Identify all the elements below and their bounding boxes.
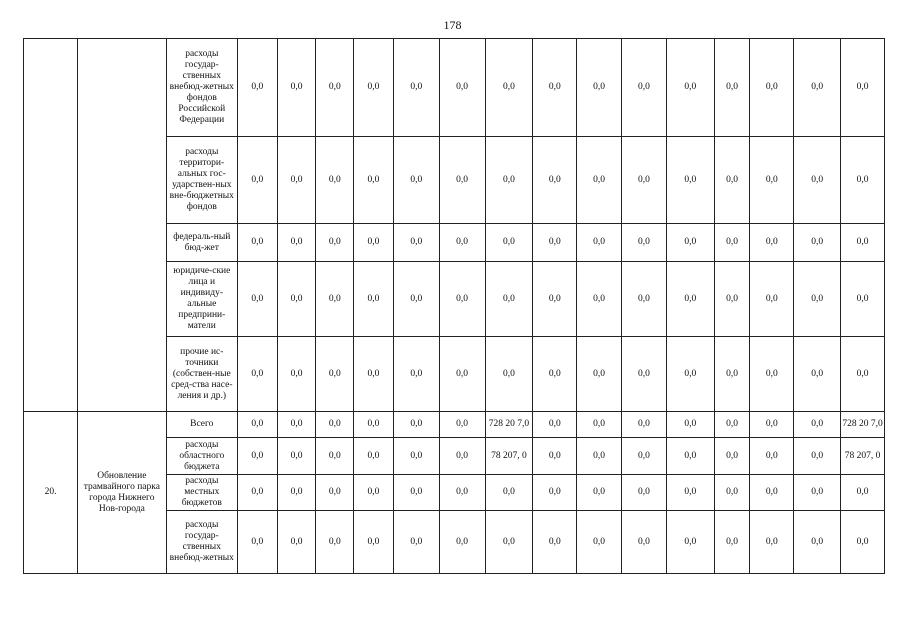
value-cell: 0,0 bbox=[393, 39, 439, 137]
value-cell: 0,0 bbox=[485, 262, 533, 337]
value-cell: 0,0 bbox=[354, 511, 394, 574]
value-cell: 0,0 bbox=[794, 438, 841, 475]
value-cell: 0,0 bbox=[714, 262, 750, 337]
value-cell: 0,0 bbox=[714, 224, 750, 262]
value-cell: 0,0 bbox=[393, 337, 439, 412]
value-cell: 0,0 bbox=[622, 224, 667, 262]
value-cell: 0,0 bbox=[841, 39, 885, 137]
value-cell: 0,0 bbox=[794, 262, 841, 337]
value-cell: 0,0 bbox=[714, 511, 750, 574]
table-row bbox=[24, 39, 885, 137]
value-cell: 0,0 bbox=[533, 412, 577, 438]
value-cell: 0,0 bbox=[316, 337, 354, 412]
value-cell: 0,0 bbox=[393, 262, 439, 337]
funding-source-cell: Всего bbox=[166, 412, 237, 438]
value-cell: 0,0 bbox=[316, 262, 354, 337]
value-cell: 0,0 bbox=[577, 475, 622, 511]
value-cell: 0,0 bbox=[577, 438, 622, 475]
value-cell: 0,0 bbox=[794, 475, 841, 511]
value-cell: 0,0 bbox=[237, 39, 277, 137]
value-cell: 0,0 bbox=[354, 262, 394, 337]
value-cell: 0,0 bbox=[666, 511, 714, 574]
value-cell: 0,0 bbox=[794, 137, 841, 224]
value-cell: 0,0 bbox=[439, 511, 485, 574]
row-number-cell: 20. bbox=[24, 412, 78, 574]
value-cell: 0,0 bbox=[841, 262, 885, 337]
budget-table bbox=[23, 38, 885, 574]
value-cell: 0,0 bbox=[794, 224, 841, 262]
value-cell: 0,0 bbox=[622, 337, 667, 412]
funding-source-cell: расходы государ-ственных внебюд-жетных фондов Российской Федерации bbox=[166, 39, 237, 137]
value-cell: 0,0 bbox=[439, 337, 485, 412]
value-cell: 0,0 bbox=[622, 475, 667, 511]
value-cell: 0,0 bbox=[354, 39, 394, 137]
value-cell: 0,0 bbox=[393, 475, 439, 511]
value-cell: 0,0 bbox=[393, 438, 439, 475]
value-cell: 0,0 bbox=[750, 39, 794, 137]
value-cell: 0,0 bbox=[237, 511, 277, 574]
value-cell: 0,0 bbox=[794, 412, 841, 438]
value-cell: 0,0 bbox=[439, 412, 485, 438]
value-cell: 0,0 bbox=[750, 412, 794, 438]
value-cell: 0,0 bbox=[439, 224, 485, 262]
value-cell: 0,0 bbox=[316, 438, 354, 475]
value-cell: 0,0 bbox=[439, 137, 485, 224]
value-cell: 0,0 bbox=[316, 137, 354, 224]
value-cell: 0,0 bbox=[277, 438, 316, 475]
value-cell: 0,0 bbox=[439, 475, 485, 511]
value-cell: 0,0 bbox=[750, 511, 794, 574]
value-cell: 0,0 bbox=[439, 39, 485, 137]
value-cell: 0,0 bbox=[354, 137, 394, 224]
value-cell: 0,0 bbox=[841, 511, 885, 574]
value-cell: 0,0 bbox=[666, 137, 714, 224]
measure-name-cell bbox=[78, 39, 167, 412]
value-cell: 0,0 bbox=[750, 438, 794, 475]
value-cell: 0,0 bbox=[277, 262, 316, 337]
funding-source-cell: федераль-ный бюд-жет bbox=[166, 224, 237, 262]
value-cell: 0,0 bbox=[841, 137, 885, 224]
value-cell: 0,0 bbox=[354, 224, 394, 262]
funding-source-cell: расходы местных бюджетов bbox=[166, 475, 237, 511]
value-cell: 0,0 bbox=[666, 224, 714, 262]
value-cell: 0,0 bbox=[577, 262, 622, 337]
value-cell: 0,0 bbox=[393, 137, 439, 224]
value-cell: 0,0 bbox=[393, 224, 439, 262]
value-cell: 0,0 bbox=[485, 475, 533, 511]
value-cell: 0,0 bbox=[237, 137, 277, 224]
value-cell: 728 20 7,0 bbox=[485, 412, 533, 438]
value-cell: 0,0 bbox=[316, 475, 354, 511]
value-cell: 0,0 bbox=[750, 475, 794, 511]
value-cell: 0,0 bbox=[316, 224, 354, 262]
value-cell: 0,0 bbox=[439, 438, 485, 475]
funding-source-cell: прочие ис-точники (собствен-ные сред-ства насе-ления и др.) bbox=[166, 337, 237, 412]
value-cell: 0,0 bbox=[622, 511, 667, 574]
value-cell: 0,0 bbox=[577, 137, 622, 224]
value-cell: 0,0 bbox=[237, 224, 277, 262]
value-cell: 0,0 bbox=[714, 137, 750, 224]
page-number: 178 bbox=[443, 18, 462, 32]
value-cell: 0,0 bbox=[841, 224, 885, 262]
funding-source-cell: юридиче-ские лица и индивиду-альные предприни-матели bbox=[166, 262, 237, 337]
table-row bbox=[24, 412, 885, 438]
value-cell: 0,0 bbox=[533, 224, 577, 262]
value-cell: 0,0 bbox=[316, 39, 354, 137]
value-cell: 0,0 bbox=[533, 39, 577, 137]
value-cell: 0,0 bbox=[714, 39, 750, 137]
value-cell: 0,0 bbox=[714, 337, 750, 412]
value-cell: 0,0 bbox=[533, 137, 577, 224]
value-cell: 0,0 bbox=[714, 412, 750, 438]
value-cell: 0,0 bbox=[485, 511, 533, 574]
value-cell: 0,0 bbox=[277, 224, 316, 262]
value-cell: 0,0 bbox=[577, 39, 622, 137]
value-cell: 0,0 bbox=[666, 412, 714, 438]
value-cell: 0,0 bbox=[666, 438, 714, 475]
value-cell: 78 207, 0 bbox=[841, 438, 885, 475]
funding-source-cell: расходы областного бюджета bbox=[166, 438, 237, 475]
value-cell: 0,0 bbox=[714, 438, 750, 475]
value-cell: 0,0 bbox=[794, 337, 841, 412]
value-cell: 0,0 bbox=[666, 39, 714, 137]
value-cell: 0,0 bbox=[750, 262, 794, 337]
value-cell: 0,0 bbox=[577, 224, 622, 262]
value-cell: 0,0 bbox=[393, 511, 439, 574]
funding-source-cell: расходы территори-альных гос-ударствен-ных вне-бюджетных фондов bbox=[166, 137, 237, 224]
value-cell: 0,0 bbox=[841, 337, 885, 412]
value-cell: 0,0 bbox=[622, 412, 667, 438]
value-cell: 0,0 bbox=[354, 475, 394, 511]
value-cell: 0,0 bbox=[439, 262, 485, 337]
value-cell: 0,0 bbox=[666, 475, 714, 511]
value-cell: 0,0 bbox=[750, 337, 794, 412]
value-cell: 0,0 bbox=[714, 475, 750, 511]
value-cell: 0,0 bbox=[485, 137, 533, 224]
measure-name-cell: Обновление трамвайного парка города Нижнего Нов-города bbox=[78, 412, 167, 574]
value-cell: 0,0 bbox=[354, 412, 394, 438]
value-cell: 0,0 bbox=[577, 511, 622, 574]
value-cell: 0,0 bbox=[622, 438, 667, 475]
funding-source-cell: расходы государ-ственных внебюд-жетных bbox=[166, 511, 237, 574]
value-cell: 0,0 bbox=[750, 137, 794, 224]
value-cell: 0,0 bbox=[577, 337, 622, 412]
value-cell: 0,0 bbox=[316, 511, 354, 574]
row-number-cell bbox=[24, 39, 78, 412]
value-cell: 0,0 bbox=[277, 475, 316, 511]
value-cell: 0,0 bbox=[622, 262, 667, 337]
value-cell: 0,0 bbox=[485, 337, 533, 412]
value-cell: 0,0 bbox=[533, 438, 577, 475]
value-cell: 0,0 bbox=[533, 337, 577, 412]
value-cell: 0,0 bbox=[666, 337, 714, 412]
value-cell: 0,0 bbox=[277, 137, 316, 224]
value-cell: 0,0 bbox=[237, 438, 277, 475]
value-cell: 0,0 bbox=[794, 39, 841, 137]
value-cell: 728 20 7,0 bbox=[841, 412, 885, 438]
value-cell: 0,0 bbox=[577, 412, 622, 438]
value-cell: 0,0 bbox=[485, 39, 533, 137]
value-cell: 0,0 bbox=[277, 337, 316, 412]
value-cell: 0,0 bbox=[277, 511, 316, 574]
value-cell: 0,0 bbox=[485, 224, 533, 262]
value-cell: 0,0 bbox=[533, 262, 577, 337]
value-cell: 0,0 bbox=[237, 262, 277, 337]
value-cell: 0,0 bbox=[794, 511, 841, 574]
value-cell: 0,0 bbox=[533, 511, 577, 574]
value-cell: 0,0 bbox=[237, 475, 277, 511]
value-cell: 0,0 bbox=[841, 475, 885, 511]
value-cell: 0,0 bbox=[237, 412, 277, 438]
value-cell: 78 207, 0 bbox=[485, 438, 533, 475]
value-cell: 0,0 bbox=[354, 337, 394, 412]
value-cell: 0,0 bbox=[622, 137, 667, 224]
value-cell: 0,0 bbox=[277, 412, 316, 438]
value-cell: 0,0 bbox=[316, 412, 354, 438]
value-cell: 0,0 bbox=[750, 224, 794, 262]
value-cell: 0,0 bbox=[393, 412, 439, 438]
value-cell: 0,0 bbox=[277, 39, 316, 137]
value-cell: 0,0 bbox=[237, 337, 277, 412]
value-cell: 0,0 bbox=[354, 438, 394, 475]
value-cell: 0,0 bbox=[533, 475, 577, 511]
value-cell: 0,0 bbox=[666, 262, 714, 337]
value-cell: 0,0 bbox=[622, 39, 667, 137]
